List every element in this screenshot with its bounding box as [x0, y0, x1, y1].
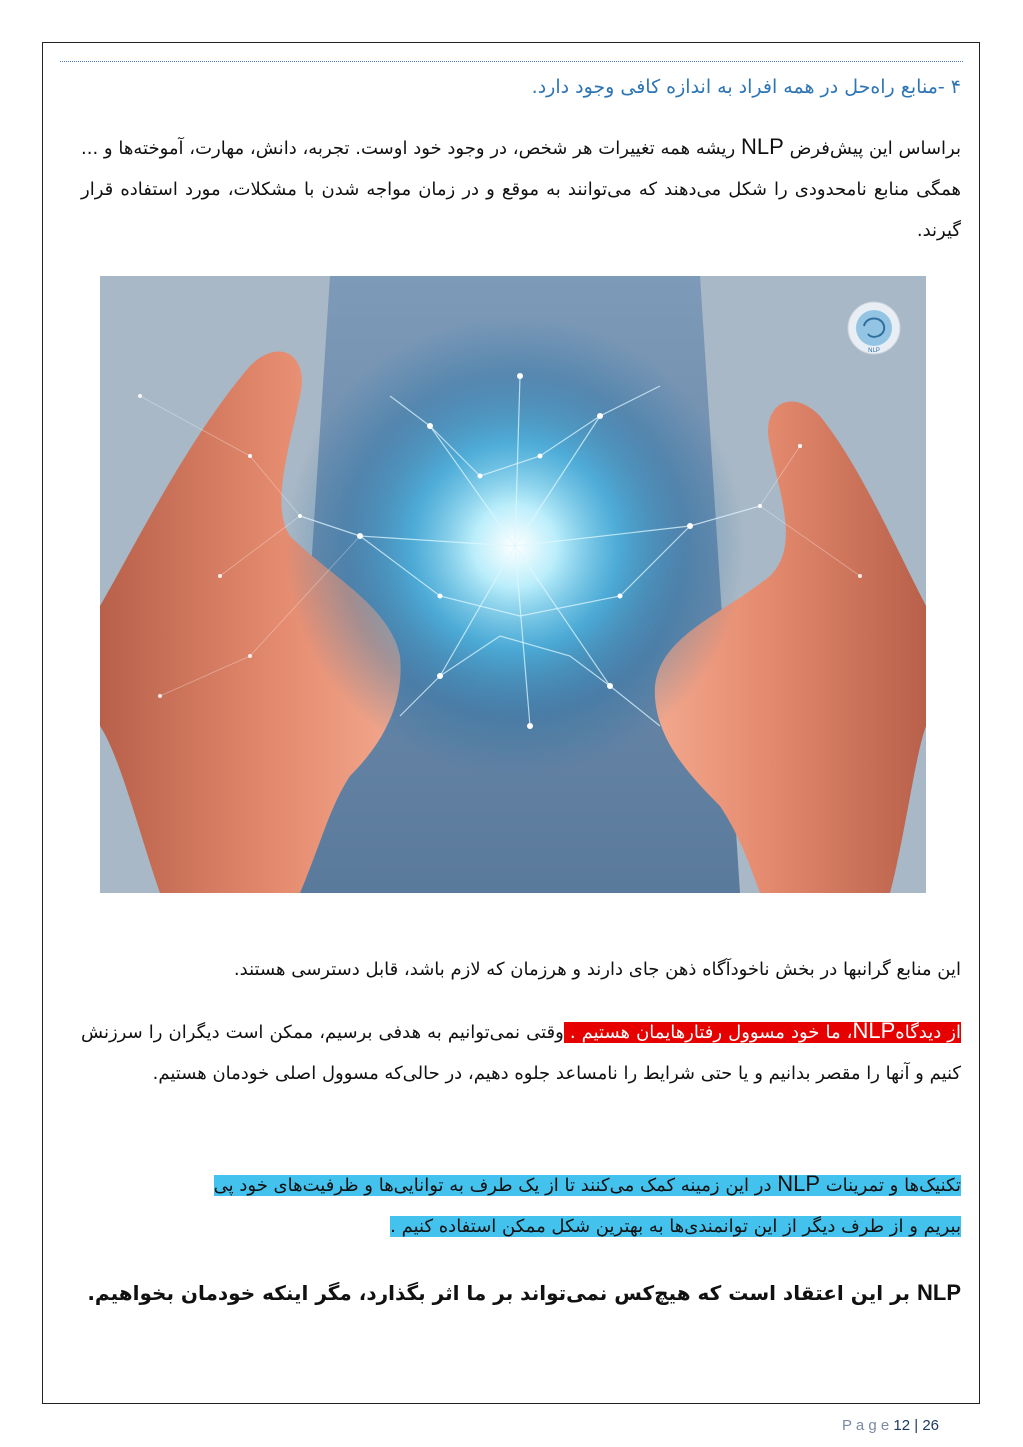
- nlp-term: NLP: [741, 134, 784, 159]
- section-heading: ۴ -منابع راه‌حل در همه افراد به اندازه کافی وجود دارد.: [531, 76, 961, 98]
- belief-text: بر این اعتقاد است که هیچ‌کس نمی‌تواند بر ما اثر بگذارد، مگر اینکه خودمان بخواهیم.: [87, 1281, 917, 1305]
- nlp-term: NLP: [917, 1280, 961, 1305]
- nlp-term: NLP: [777, 1171, 821, 1196]
- logo-text: NLP: [868, 348, 880, 354]
- highlight-red: [563, 1018, 961, 1043]
- paragraph-belief: [81, 1276, 961, 1310]
- techniques-line-1: [81, 1163, 961, 1206]
- nlp-logo-icon: [848, 302, 900, 354]
- page-separator: |: [914, 1417, 919, 1434]
- paragraph-unconscious: این منابع گرانبها در بخش ناخودآگاه ذهن جای دارند و هرزمان که لازم باشد، قابل دسترسی هستند.: [233, 959, 961, 980]
- paragraph1-after: ریشه همه تغییرات هر شخص، در وجود خود اوست. تجربه، دانش، مهارت، آموخته‌ها و ... همگی منابع نامحدودی را شکل می‌دهند که می‌توانند به موقع و در زمان مواجه شدن با مشکلات، مورد استفاده قرار گیرند.: [81, 138, 961, 241]
- techniques-line-2: [81, 1206, 961, 1247]
- hl-after: ، ما خود مسوول رفتارهایمان هستیم .: [563, 1022, 853, 1043]
- hl-before: از دیدگاه: [895, 1022, 961, 1043]
- paragraph-techniques: [81, 1163, 961, 1247]
- line1-before: تکنیک‌ها و تمرینات: [820, 1175, 961, 1196]
- paragraph3-rest: وقتی نمی‌توانیم به هدفی برسیم، ممکن است دیگران را سرزنش کنیم و آنها را مقصر بدانیم و یا حتی شرایط را نامساعد جلوه دهیم، در حالی‌که مسوول اصلی خودمان هستیم.: [81, 1022, 961, 1084]
- page-total: 26: [922, 1417, 939, 1434]
- paragraph1-before: براساس این پیش‌فرض: [783, 138, 961, 159]
- neural-hands-image: [100, 276, 926, 893]
- line1-after: در این زمینه کمک می‌کنند تا از یک طرف به توانایی‌ها و ظرفیت‌های خود پی: [213, 1175, 778, 1196]
- highlight-cyan-1: [213, 1171, 961, 1196]
- page-label: P a g e: [841, 1417, 890, 1434]
- paragraph-responsibility: [81, 1010, 961, 1094]
- header-dotted-rule: [60, 61, 963, 62]
- page-footer: [842, 1417, 939, 1434]
- highlight-cyan-2: ببریم و از طرف دیگر از این توانمندی‌ها به بهترین شکل ممکن استفاده کنیم .: [390, 1216, 961, 1237]
- paragraph-presupposition: [81, 126, 961, 251]
- page-number: 12: [893, 1417, 911, 1434]
- nlp-term: NLP: [852, 1018, 896, 1043]
